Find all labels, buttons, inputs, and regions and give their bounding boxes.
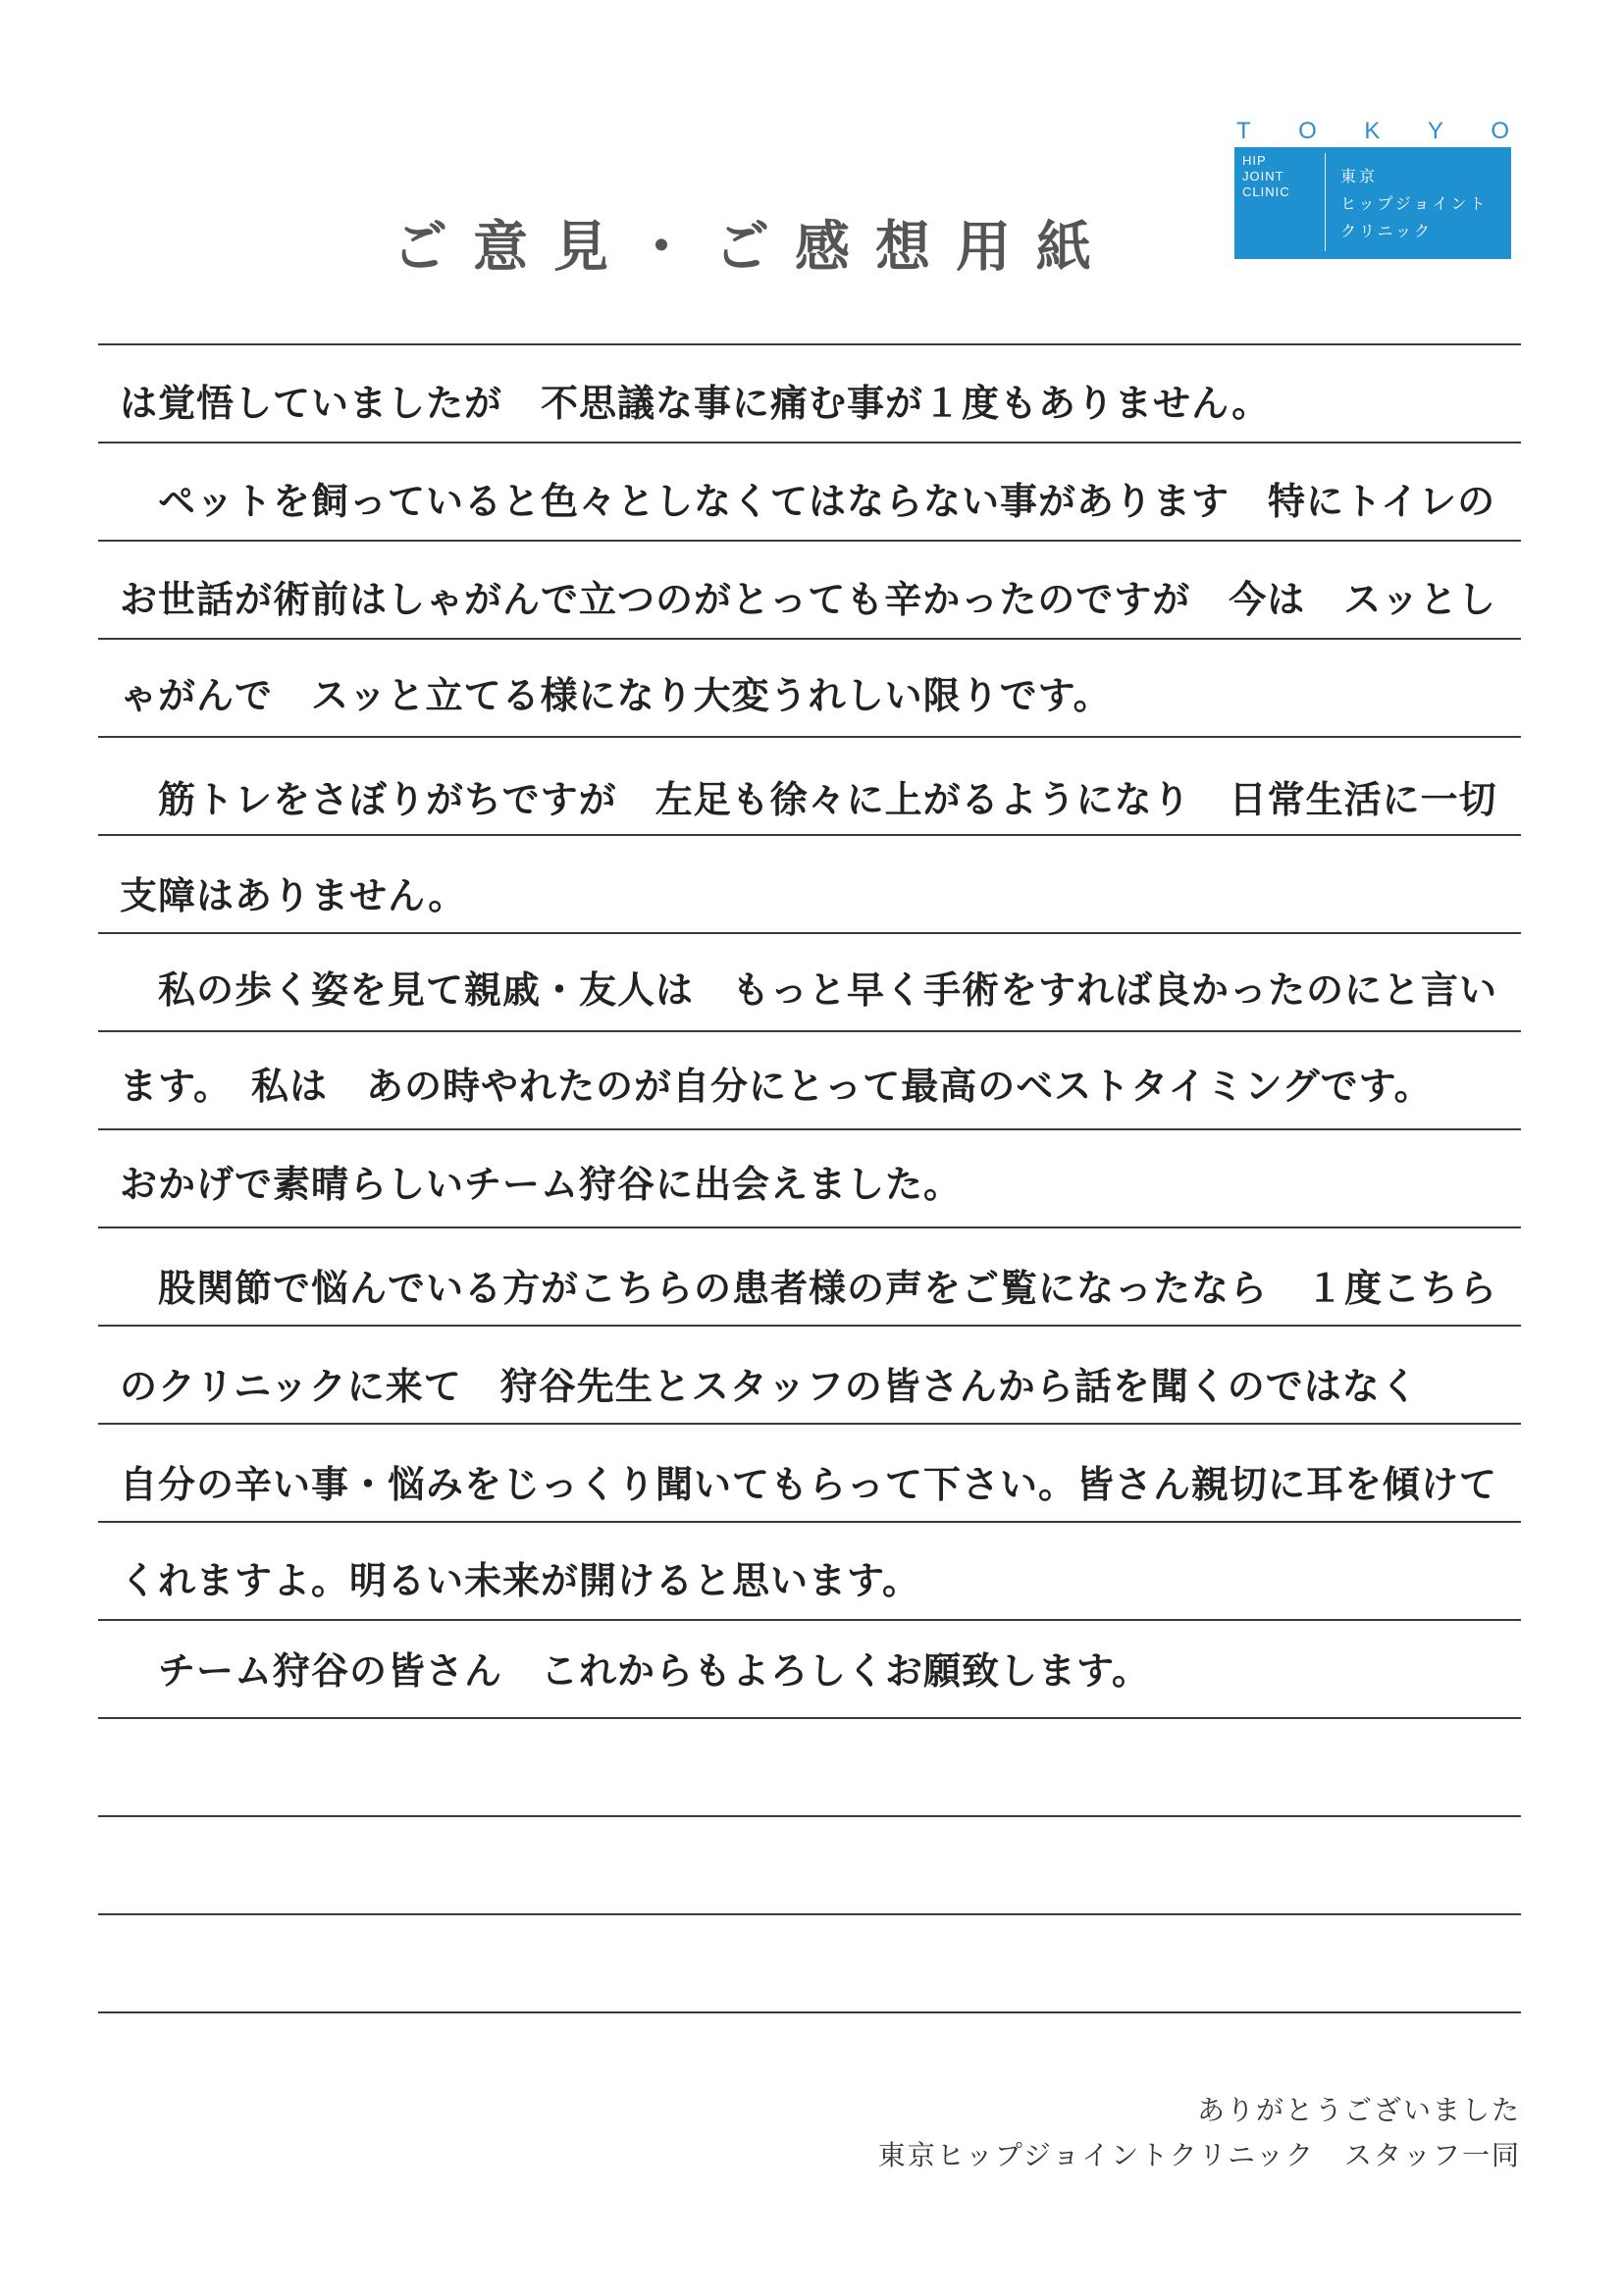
logo-en-line: JOINT <box>1242 169 1284 183</box>
ruled-line <box>98 1128 1521 1130</box>
logo-en-line: CLINIC <box>1242 184 1290 199</box>
logo-ja-line: 東京 <box>1340 167 1379 185</box>
ruled-line <box>98 540 1521 542</box>
comment-line: 股関節で悩んでいる方がこちらの患者様の声をご覧になったなら １度こちら <box>120 1267 1498 1310</box>
ruled-line <box>98 932 1521 934</box>
ruled-line <box>98 1226 1521 1228</box>
logo-tokyo-wordmark <box>1234 118 1511 145</box>
clinic-logo <box>1234 118 1511 259</box>
comment-line: のクリニックに来て 狩谷先生とスタッフの皆さんから話を聞くのではなく <box>120 1365 1419 1408</box>
logo-letter: O <box>1298 118 1317 144</box>
comment-line: は覚悟していましたが 不思議な事に痛む事が１度もありません。 <box>120 382 1271 425</box>
ruled-line <box>98 1815 1521 1817</box>
logo-en-line: HIP <box>1242 153 1267 168</box>
logo-ja-line: ヒップジョイント <box>1340 194 1489 213</box>
footer <box>878 2088 1521 2178</box>
logo-ja-line: クリニック <box>1340 222 1434 240</box>
ruled-line <box>98 343 1521 345</box>
page-title: ご意見・ご感想用紙 <box>393 216 1117 280</box>
ruled-line <box>98 2011 1521 2013</box>
footer-thanks: ありがとうございました <box>1196 2094 1521 2126</box>
logo-english-name <box>1242 153 1290 200</box>
comment-line: 支障はありません。 <box>120 874 467 917</box>
comment-line: くれますよ。明るい未来が開けると思います。 <box>120 1559 920 1602</box>
logo-letter: O <box>1491 118 1509 144</box>
ruled-line <box>98 736 1521 738</box>
comment-line: お世話が術前はしゃがんで立つのがとっても辛かったのですが 今は スッとし <box>120 578 1496 621</box>
comment-line: 私の歩く姿を見て親戚・友人は もっと早く手術をすれば良かったのにと言い <box>120 968 1498 1012</box>
logo-blue-box <box>1234 147 1511 259</box>
footer-signature: 東京ヒップジョイントクリニック スタッフ一同 <box>877 2139 1521 2171</box>
logo-letter: Y <box>1427 118 1443 144</box>
comment-line: 筋トレをさぼりがちですが 左足も徐々に上がるようになり 日常生活に一切 <box>120 778 1497 821</box>
ruled-line <box>98 1325 1521 1327</box>
ruled-line <box>98 1717 1521 1719</box>
comment-line: チーム狩谷の皆さん これからもよろしくお願致します。 <box>120 1649 1150 1693</box>
ruled-line <box>98 442 1521 444</box>
logo-divider <box>1325 153 1326 251</box>
ruled-line <box>98 1423 1521 1425</box>
ruled-line <box>98 834 1521 836</box>
logo-japanese-name <box>1340 163 1489 245</box>
ruled-line <box>98 1521 1521 1523</box>
ruled-line <box>98 1030 1521 1032</box>
comment-line: ゃがんで スッと立てる様になり大変うれしい限りです。 <box>120 674 1112 717</box>
comment-line: ます。 私は あの時やれたのが自分にとって最高のベストタイミングです。 <box>120 1065 1433 1108</box>
comment-line: 自分の辛い事・悩みをじっくり聞いてもらって下さい。皆さん親切に耳を傾けて <box>120 1463 1498 1506</box>
ruled-line <box>98 1913 1521 1915</box>
logo-letter: T <box>1236 118 1251 144</box>
comment-line: おかげで素晴らしいチーム狩谷に出会えました。 <box>120 1163 963 1206</box>
ruled-line <box>98 1619 1521 1621</box>
logo-letter: K <box>1364 118 1381 144</box>
ruled-line <box>98 638 1521 640</box>
comment-line: ペットを飼っていると色々としなくてはならない事があります 特にトイレの <box>120 480 1496 523</box>
